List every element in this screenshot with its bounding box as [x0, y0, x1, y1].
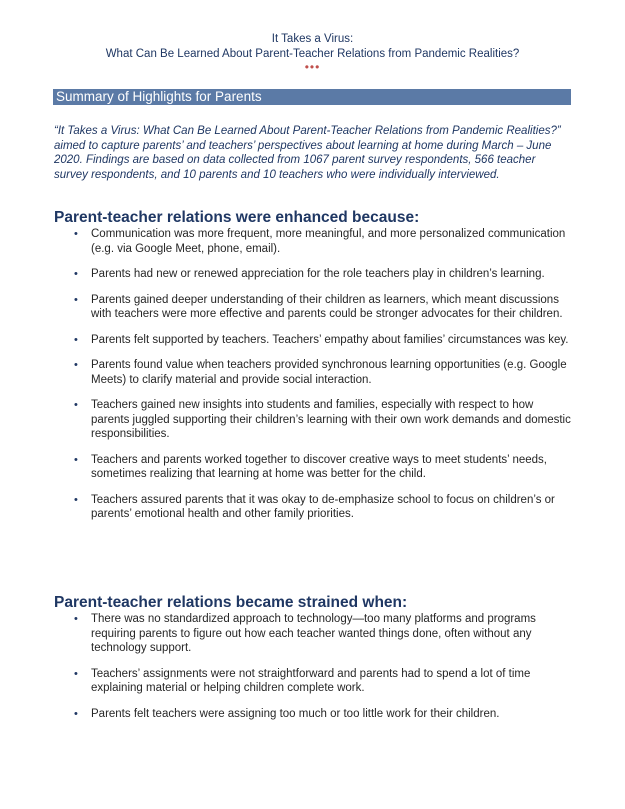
list-item [54, 293, 574, 322]
bullet-icon: • [74, 333, 78, 346]
bullet-icon: • [74, 453, 78, 466]
list-item-text: Teachers assured parents that it was okay to de-emphasize school to focus on children’s or parents’ emotional health and other family priorities. [91, 493, 555, 520]
bullet-icon: • [74, 399, 78, 411]
list-item-text: Teachers and parents worked together to discover creative ways to meet students’ needs, sometimes realizing that learning at home was better for the child. [91, 453, 547, 480]
section-heading-strained: Parent-teacher relations became strained when: [54, 594, 408, 611]
list-item-text: Teachers’ assignments were not straightforward and parents had to spend a lot of time explaining material or helping children complete work. [91, 667, 531, 694]
bullet-icon: • [74, 268, 78, 280]
bullet-icon: • [74, 228, 78, 240]
bullet-icon: • [74, 667, 78, 680]
document-header [0, 32, 625, 62]
header-title-line-1: It Takes a Virus: [271, 33, 354, 45]
bullet-icon: • [74, 293, 78, 306]
list-item [54, 227, 574, 256]
list-item [54, 453, 574, 482]
list-item [54, 707, 574, 722]
bullet-icon: • [74, 493, 78, 506]
intro-paragraph: “It Takes a Virus: What Can Be Learned About Parent-Teacher Relations from Pandemic Realities?” aimed to capture parents’ and teachers’ perspectives about learning at home during March – June 2020. Findings are based on data collected from 1067 parent survey respondents, 566 teacher survey respondents, and 10 parents and 10 teachers who were individually interviewed. [54, 125, 561, 181]
list-item [54, 333, 574, 348]
bullet-icon: • [74, 707, 78, 720]
header-title-line-2: What Can Be Learned About Parent-Teacher Relations from Pandemic Realities? [105, 48, 520, 60]
list-item [54, 493, 574, 522]
list-item [54, 667, 574, 696]
bullet-icon: • [74, 613, 78, 625]
strained-bullet-list [54, 612, 574, 732]
list-item [54, 612, 574, 656]
list-item [54, 267, 574, 282]
list-item [54, 398, 574, 442]
list-item-text: Teachers gained new insights into students and families, especially with respect to how parents juggled supporting their children’s learning with their own work demands and domestic responsibilities. [91, 399, 571, 440]
list-item-text: Parents found value when teachers provided synchronous learning opportunities (e.g. Google Meets) to clarify material and provide social interaction. [91, 359, 567, 386]
list-item [54, 358, 574, 387]
list-item-text: Communication was more frequent, more meaningful, and more personalized communication (e.g. via Google Meet, phone, email). [91, 228, 566, 255]
list-item-text: There was no standardized approach to technology—too many platforms and programs requiring parents to figure out how each teacher wanted things done, often without any technology support. [91, 613, 536, 654]
header-ornament-dots: ••• [304, 60, 321, 74]
enhanced-bullet-list [54, 227, 574, 533]
summary-banner: Summary of Highlights for Parents [53, 89, 571, 105]
bullet-icon: • [74, 359, 78, 371]
list-item-text: Parents felt supported by teachers. Teachers’ empathy about families’ circumstances was key. [91, 333, 569, 346]
list-item-text: Parents felt teachers were assigning too much or too little work for their children. [91, 707, 500, 720]
list-item-text: Parents gained deeper understanding of their children as learners, which meant discussions with teachers were more effective and parents could be stronger advocates for their children. [91, 293, 563, 320]
list-item-text: Parents had new or renewed appreciation for the role teachers play in children’s learning. [91, 268, 545, 280]
section-heading-enhanced: Parent-teacher relations were enhanced because: [54, 209, 420, 226]
